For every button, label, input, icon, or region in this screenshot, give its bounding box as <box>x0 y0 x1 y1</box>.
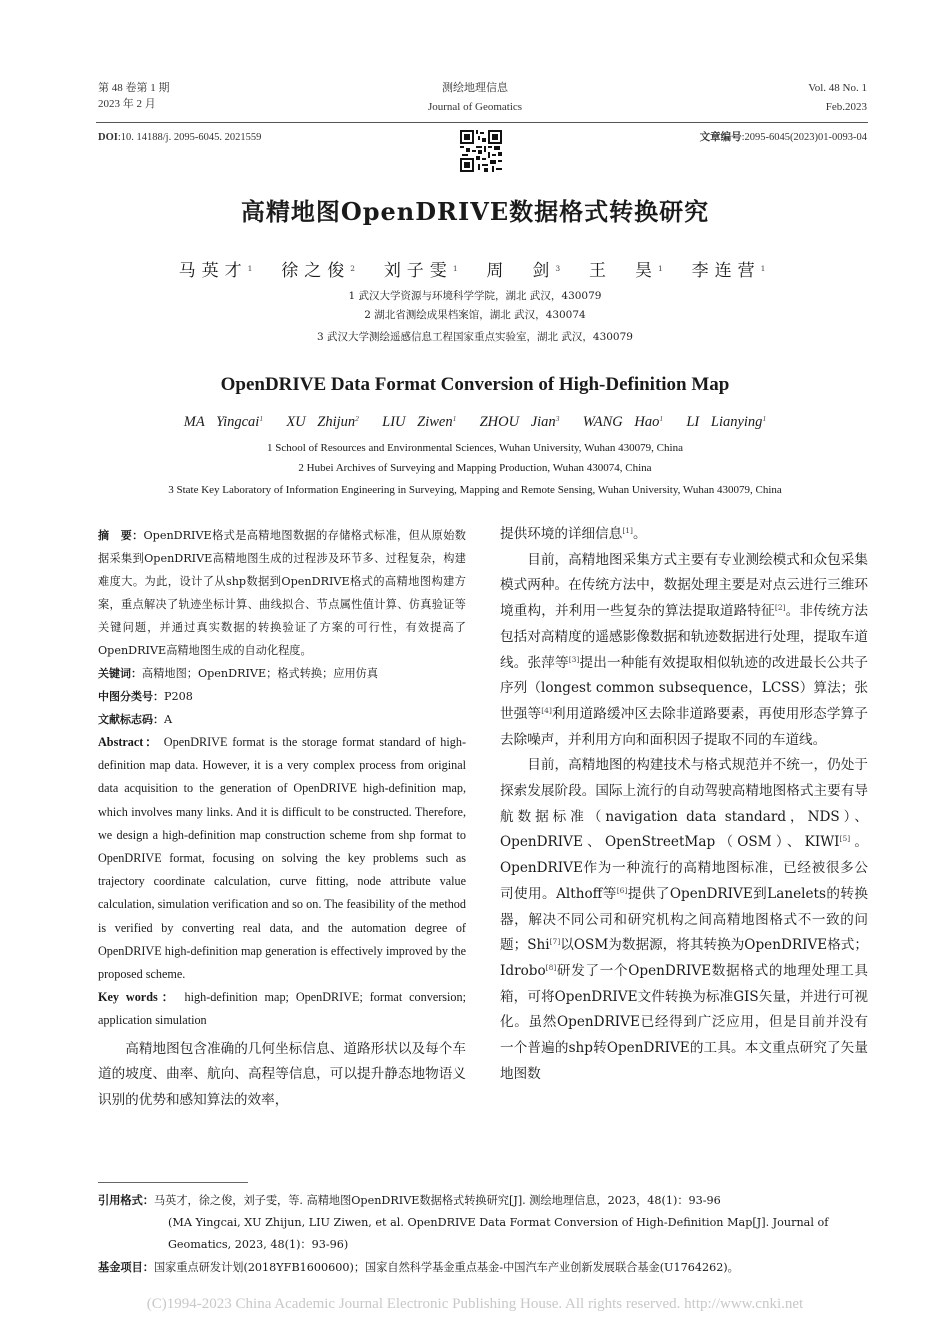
affiliation-cn: 3 武汉大学测绘遥感信息工程国家重点实验室，湖北 武汉，430079 <box>317 331 633 343</box>
qr-code-icon <box>460 130 502 172</box>
citation-ref[interactable]: [6] <box>616 885 628 895</box>
citation-format-en: (MA Yingcai, XU Zhijun, LIU Ziwen, et al. OpenDRIVE Data Format Conversion of High-Definition Map[J]. Journal of Geomatics, 2023, 48(1)：93-96) <box>168 1216 829 1251</box>
affiliation-en: 2 Hubei Archives of Surveying and Mapping Production, Wuhan 430074, China <box>298 462 652 474</box>
author-en: LIU Ziwen$^1$ <box>382 414 457 430</box>
abstract-cn <box>98 524 466 662</box>
article-number: 文章编号:2095-6045(2023)01-0093-04 <box>699 132 867 143</box>
citation-ref[interactable]: [2] <box>774 603 786 613</box>
body-paragraph: 提供环境的详细信息[1]。 <box>500 526 647 542</box>
author-list-cn <box>0 256 950 281</box>
citation-ref[interactable]: [3] <box>568 654 580 664</box>
fund-label: 基金项目： <box>98 1261 154 1274</box>
copyright-watermark: (C)1994-2023 China Academic Journal Electronic Publishing House. All rights reserved. http://www.cnki.net <box>146 1296 804 1312</box>
citation-ref[interactable]: [8] <box>545 962 557 972</box>
fund-info <box>98 1257 868 1279</box>
body-paragraph: 目前，高精地图的构建技术与格式规范并不统一，仍处于探索发展阶段。国际上流行的自动驾驶高精地图格式主要有导航数据标准（navigation data standard，NDS）、OpenDRIVE、OpenStreetMap（OSM）、KIWI[5]。OpenDRIVE作为一种流行的高精地图标准，已经被很多公司使用。Althoff等[6]提供了OpenDRIVE到Lanelets的转换器，解决不同公司和研究机构之间高精地图格式不一致的问题；Shi[7]以OSM为数据源，将其转换为OpenDRIVE格式；Idrobo[8]研发了一个OpenDRIVE数据格式的地理处理工具箱，可将OpenDRIVE文件转换为标准GIS矢量，并进行可视化。虽然OpenDRIVE已经得到广泛应用，但是目前并没有一个普遍的shp转OpenDRIVE的工具。本文重点研究了矢量地图数 <box>500 757 869 1082</box>
footnote-rule <box>98 1182 248 1183</box>
abstract-en-label: Abstract： <box>98 735 160 749</box>
citation-ref[interactable]: [5] <box>839 834 851 844</box>
doi-value: 10. 14188/j. 2095-6045. 2021559 <box>120 132 262 143</box>
keywords-en-text: high-definition map; OpenDRIVE; format conversion; application simulation <box>98 990 466 1028</box>
keywords-cn <box>98 662 466 685</box>
abstract-en-text: OpenDRIVE format is the storage format standard of high-definition map data. However, it is a very complex process from original data acquisition to the generation of OpenDRIVE high-definition map, which involves many links. And it is difficult to be constructed. Therefore, we design a high-definition map construction scheme from shp format to OpenDRIVE format, focusing on solving the key problems such as trajectory coordinate calculation, curve fitting, node attribute value calculation, simulation verification and so on. The feasibility of the method is verified by converting real data, and the automation degree of OpenDRIVE high-definition map generation is effectively improved by the proposed scheme. <box>98 735 467 982</box>
affiliation-en: 1 School of Resources and Environmental Sciences, Wuhan University, Wuhan 430079, China <box>267 442 683 454</box>
author-en: ZHOU Jian$^3$ <box>479 414 560 430</box>
clc-number <box>98 685 466 708</box>
left-column <box>98 524 466 1113</box>
author-cn: 周 剑$^3$ <box>486 261 567 281</box>
citation-ref[interactable]: [1] <box>622 526 633 535</box>
affiliation-en: 3 State Key Laboratory of Information Engineering in Surveying, Mapping and Remote Sensing, Wuhan University, Wuhan 430079, China <box>168 484 782 496</box>
author-cn: 李连营$^1$ <box>691 261 772 281</box>
article-number-label: 文章编号 <box>699 132 742 143</box>
affiliation-cn: 2 湖北省测绘成果档案馆，湖北 武汉，430074 <box>364 309 586 321</box>
document-code <box>98 708 466 731</box>
author-en: MA Yingcai$^1$ <box>183 414 264 430</box>
header-date-cn: 2023 年 2 月 <box>98 98 156 110</box>
affiliation-cn: 1 武汉大学资源与环境科学学院，湖北 武汉，430079 <box>348 290 602 302</box>
author-cn: 刘子雯$^1$ <box>383 261 464 281</box>
citation-ref[interactable]: [4] <box>541 705 552 715</box>
citation-ref[interactable]: [7] <box>549 937 561 947</box>
citation-format-cn: 马英才，徐之俊，刘子雯，等. 高精地图OpenDRIVE数据格式转换研究[J]. 测绘地理信息，2023，48(1)：93-96 <box>153 1194 721 1207</box>
keywords-cn-label: 关键词： <box>98 667 142 680</box>
keywords-cn-text: 高精地图；OpenDRIVE；格式转换；应用仿真 <box>142 667 379 680</box>
author-en: XU Zhijun$^2$ <box>286 414 359 430</box>
document-code-label: 文献标志码： <box>98 713 164 726</box>
header-date-en: Feb.2023 <box>825 101 867 113</box>
fund-text: 国家重点研发计划(2018YFB1600600)；国家自然科学基金重点基金-中国汽车产业创新发展联合基金(U1764262)。 <box>153 1261 739 1274</box>
author-en: LI Lianying$^1$ <box>686 414 767 430</box>
citation-format <box>98 1190 868 1256</box>
author-cn: 徐之俊$^2$ <box>281 261 361 281</box>
header-journal-en: Journal of Geomatics <box>427 101 523 113</box>
document-code-value: A <box>164 713 173 726</box>
keywords-en <box>98 986 466 1032</box>
intro-paragraph: 高精地图包含准确的几何坐标信息、道路形状以及每个车道的坡度、曲率、航向、高程等信息，可以提升静态地物语义识别的优势和感知算法的效率， <box>98 1040 466 1108</box>
article-number-value: 2095-6045(2023)01-0093-04 <box>744 132 867 143</box>
doi: DOI:10. 14188/j. 2095-6045. 2021559 <box>98 132 262 143</box>
header-volume-en: Vol. 48 No. 1 <box>808 82 867 94</box>
header-journal-cn: 测绘地理信息 <box>442 82 508 94</box>
citation-format-label: 引用格式： <box>98 1194 154 1207</box>
right-column <box>500 522 868 1087</box>
keywords-en-label: Key words： <box>98 990 178 1005</box>
abstract-cn-text: OpenDRIVE格式是高精地图数据的存储格式标准，但从原始数据采集到OpenDRIVE高精地图生成的过程涉及环节多、过程复杂，构建难度大。为此，设计了从shp数据到OpenDRIVE格式的高精地图构建方案，重点解决了轨迹坐标计算、曲线拟合、节点属性值计算、仿真验证等关键问题，并通过真实数据的转换验证了方案的可行性，有效提高了OpenDRIVE高精地图生成的自动化程度。 <box>98 529 466 657</box>
author-cn: 马英才$^1$ <box>178 261 259 281</box>
author-en: WANG Hao$^1$ <box>582 414 664 430</box>
paper-title-en: OpenDRIVE Data Format Conversion of High-Definition Map <box>220 374 730 395</box>
header-issue-cn: 第 48 卷第 1 期 <box>98 82 170 94</box>
body-paragraph: 目前，高精地图采集方式主要有专业测绘模式和众包采集模式两种。在传统方法中，数据处理主要是对点云进行三维环境重构，并利用一些复杂的算法提取道路特征[2]。非传统方法包括对高精度的遥感影像数据和轨迹数据进行处理，提取车道线。张萍等[3]提出一种能有效提取相似轨迹的改进最长公共子序列（longest common subsequence，LCSS）算法；张世强等[4]利用道路缓冲区去除非道路要素，再使用形态学算子去除噪声，并利用方向和面积因子提取不同的车道线。 <box>500 551 869 748</box>
author-cn: 王 昊$^1$ <box>589 261 669 281</box>
doi-label: DOI <box>98 132 118 143</box>
clc-value: P208 <box>164 690 193 703</box>
clc-label: 中图分类号： <box>98 690 164 703</box>
paper-title-cn: 高精地图OpenDRIVE数据格式转换研究 <box>240 197 710 226</box>
header-rule <box>96 122 868 123</box>
abstract-en <box>98 731 466 986</box>
abstract-cn-label: 摘 要： <box>98 529 144 542</box>
author-list-en <box>0 414 950 431</box>
